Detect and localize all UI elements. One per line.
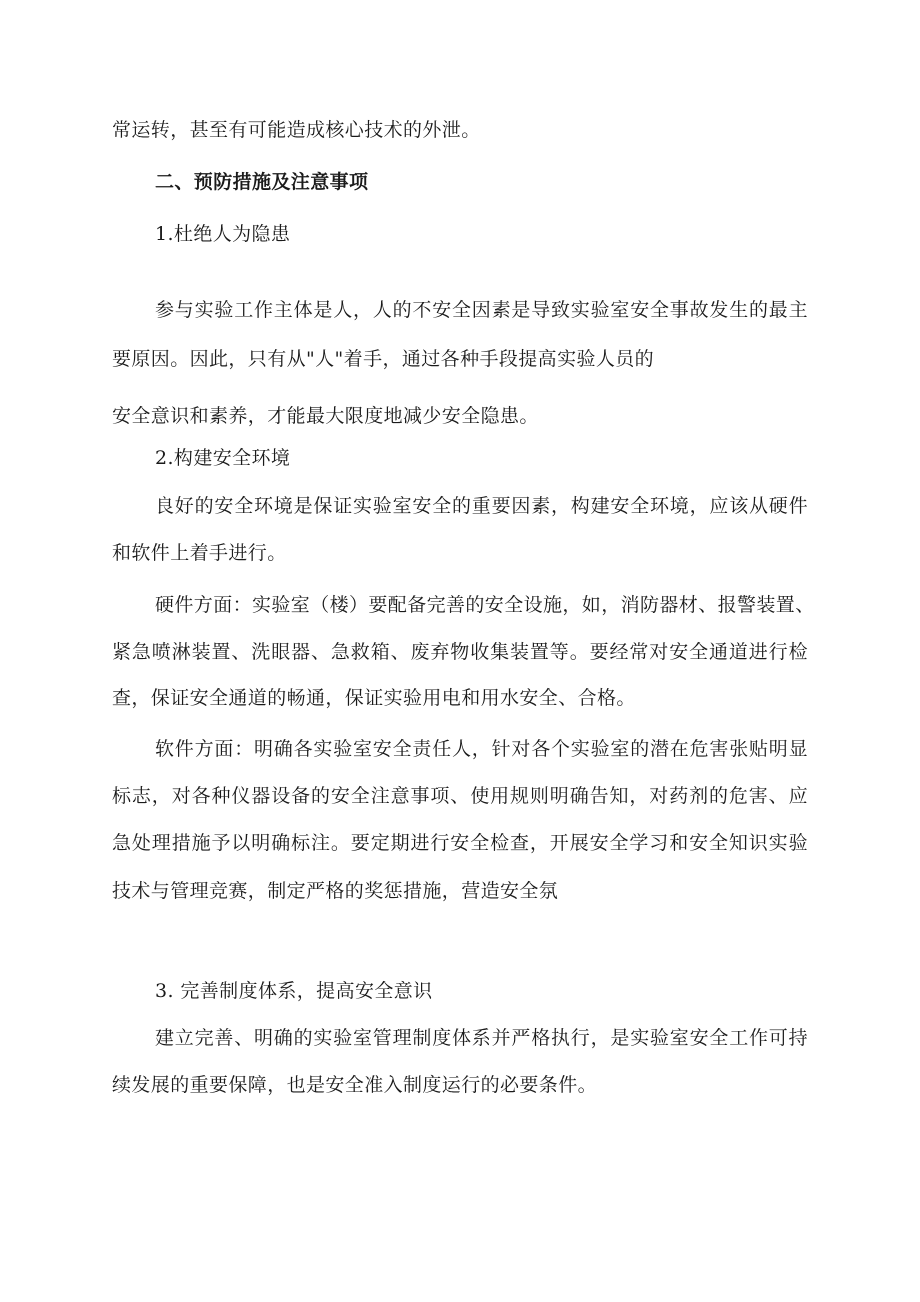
- paragraph-line: 续发展的重要保障，也是安全准入制度运行的必要条件。: [112, 1074, 598, 1096]
- subsection-heading: 1.杜绝人为隐患: [155, 223, 291, 245]
- section-heading: 二、预防措施及注意事项: [155, 171, 369, 193]
- subsection-heading: 3. 完善制度体系，提高安全意识: [155, 980, 433, 1002]
- paragraph-line: 紧急喷淋装置、洗眼器、急救箱、废弃物收集装置等。要经常对安全通道进行检: [112, 641, 808, 663]
- subsection-heading: 2.构建安全环境: [155, 447, 291, 469]
- paragraph-line: 要原因。因此，只有从"人"着手，通过各种手段提高实验人员的: [112, 348, 655, 370]
- paragraph-line: 参与实验工作主体是人，人的不安全因素是导致实验室安全事故发生的最主: [155, 299, 808, 321]
- paragraph-line: 良好的安全环境是保证实验室安全的重要因素，构建安全环境，应该从硬件: [155, 495, 808, 517]
- paragraph-line: 急处理措施予以明确标注。要定期进行安全检查，开展安全学习和安全知识实验: [112, 832, 808, 854]
- paragraph-line: 常运转，甚至有可能造成核心技术的外泄。: [112, 119, 481, 141]
- paragraph-line: 和软件上着手进行。: [112, 542, 287, 564]
- paragraph-line: 技术与管理竞赛，制定严格的奖惩措施，营造安全氛: [112, 880, 559, 902]
- paragraph-line: 安全意识和素养，才能最大限度地减少安全隐患。: [112, 405, 539, 427]
- paragraph-line: 查，保证安全通道的畅通，保证实验用电和用水安全、合格。: [112, 687, 636, 709]
- paragraph-line: 建立完善、明确的实验室管理制度体系并严格执行，是实验室安全工作可持: [155, 1027, 808, 1049]
- paragraph-line: 硬件方面：实验室（楼）要配备完善的安全设施，如，消防器材、报警装置、: [155, 594, 815, 616]
- paragraph-line: 软件方面：明确各实验室安全责任人，针对各个实验室的潜在危害张贴明显: [155, 738, 808, 760]
- paragraph-line: 标志，对各种仪器设备的安全注意事项、使用规则明确告知，对药剂的危害、应: [112, 785, 808, 807]
